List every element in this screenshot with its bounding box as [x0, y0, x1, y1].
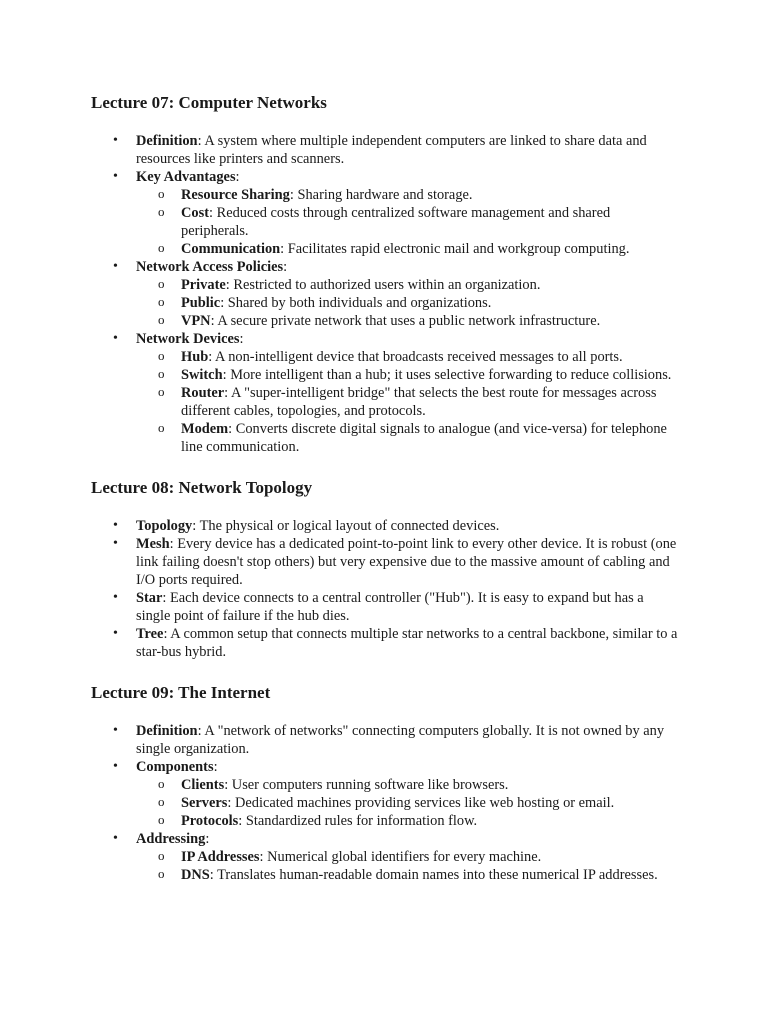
sub-list-item: [136, 186, 681, 204]
separator: :: [205, 831, 210, 847]
separator: :: [213, 759, 218, 775]
description: A system where multiple independent computers are linked to share data and resources like printers and scanners.: [136, 133, 647, 167]
term: Clients: [181, 777, 225, 793]
term: Modem: [181, 421, 229, 437]
sub-list: [136, 848, 681, 884]
separator: :: [224, 777, 232, 793]
description: Numerical global identifiers for every machine.: [267, 849, 542, 865]
term: Mesh: [136, 536, 170, 552]
list-item: [91, 168, 681, 258]
list-item: [91, 132, 681, 168]
term: Addressing: [136, 831, 206, 847]
sub-list: [136, 276, 681, 330]
separator: :: [192, 518, 200, 534]
sub-list-item: [136, 776, 681, 794]
separator: :: [197, 723, 205, 739]
separator: :: [227, 795, 235, 811]
separator: :: [235, 169, 240, 185]
separator: :: [208, 349, 216, 365]
description: Dedicated machines providing services like web hosting or email.: [234, 795, 615, 811]
description: Reduced costs through centralized software management and shared peripherals.: [181, 205, 611, 239]
description: Shared by both individuals and organizations.: [227, 295, 492, 311]
term: Star: [136, 590, 163, 606]
description: A secure private network that uses a public network infrastructure.: [217, 313, 601, 329]
description: Standardized rules for information flow.: [245, 813, 478, 829]
description: Each device connects to a central controller ("Hub"). It is easy to expand but has a single point of failure if the hub dies.: [136, 590, 644, 624]
sub-list: [136, 776, 681, 830]
list-item: [91, 258, 681, 330]
separator: :: [197, 133, 205, 149]
description: A common setup that connects multiple star networks to a central backbone, similar to a star-bus hybrid.: [136, 626, 678, 660]
sub-list-item: [136, 848, 681, 866]
sub-list: [136, 186, 681, 258]
separator: :: [224, 385, 231, 401]
term: Tree: [136, 626, 164, 642]
list-item: [91, 535, 681, 589]
description: The physical or logical layout of connected devices.: [199, 518, 500, 534]
term: Definition: [136, 723, 198, 739]
term: Router: [181, 385, 225, 401]
section-title: Lecture 09: The Internet: [91, 683, 271, 702]
bullet-list: [91, 722, 681, 884]
separator: :: [238, 813, 246, 829]
term: VPN: [181, 313, 211, 329]
description: Every device has a dedicated point-to-point link to every other device. It is robust (one link failing doesn't stop others) but very expensive due to the massive amount of cabling and I/O ports required.: [136, 536, 677, 588]
separator: :: [239, 331, 244, 347]
term: Protocols: [181, 813, 239, 829]
separator: :: [225, 277, 234, 293]
sub-list-item: [136, 420, 681, 456]
term: IP Addresses: [181, 849, 260, 865]
separator: :: [220, 295, 228, 311]
sub-list-item: [136, 366, 681, 384]
description: A "network of networks" connecting computers globally. It is not owned by any single organization.: [136, 723, 665, 757]
separator: :: [210, 313, 218, 329]
description: More intelligent than a hub; it uses selective forwarding to reduce collisions.: [230, 367, 672, 383]
separator: :: [283, 259, 288, 275]
term: Servers: [181, 795, 228, 811]
description: A "super-intelligent bridge" that selects the best route for messages across different cables, topologies, and protocols.: [181, 385, 657, 419]
sub-list-item: [136, 384, 681, 420]
list-item: [91, 758, 681, 830]
separator: :: [289, 187, 298, 203]
separator: :: [280, 241, 288, 257]
separator: :: [163, 626, 171, 642]
separator: :: [222, 367, 231, 383]
bullet-list: [91, 517, 681, 661]
bullet-list: [91, 132, 681, 456]
term: Switch: [181, 367, 223, 383]
sub-list-item: [136, 866, 681, 884]
term: Public: [181, 295, 221, 311]
list-item: [91, 830, 681, 884]
sub-list-item: [136, 294, 681, 312]
term: Key Advantages: [136, 169, 236, 185]
section-title: Lecture 08: Network Topology: [91, 478, 313, 497]
separator: :: [209, 867, 218, 883]
description: Restricted to authorized users within an organization.: [233, 277, 541, 293]
description: Facilitates rapid electronic mail and workgroup computing.: [287, 241, 630, 257]
list-item: [91, 589, 681, 625]
term: Network Access Policies: [136, 259, 284, 275]
sub-list-item: [136, 312, 681, 330]
term: Topology: [136, 518, 193, 534]
term: Hub: [181, 349, 209, 365]
term: Components: [136, 759, 214, 775]
list-item: [91, 517, 681, 535]
term: Private: [181, 277, 226, 293]
list-item: [91, 625, 681, 661]
description: User computers running software like browsers.: [231, 777, 509, 793]
description: Translates human-readable domain names into these numerical IP addresses.: [217, 867, 658, 883]
list-item: [91, 330, 681, 456]
separator: :: [169, 536, 178, 552]
term: DNS: [181, 867, 210, 883]
sub-list-item: [136, 204, 681, 240]
separator: :: [228, 421, 236, 437]
description: Converts discrete digital signals to analogue (and vice-versa) for telephone line communication.: [181, 421, 667, 455]
sub-list: [136, 348, 681, 456]
description: A non-intelligent device that broadcasts received messages to all ports.: [215, 349, 623, 365]
sub-list-item: [136, 348, 681, 366]
term: Resource Sharing: [181, 187, 290, 203]
separator: :: [259, 849, 268, 865]
separator: :: [208, 205, 217, 221]
sub-list-item: [136, 276, 681, 294]
term: Communication: [181, 241, 281, 257]
separator: :: [162, 590, 170, 606]
sub-list-item: [136, 240, 681, 258]
list-item: [91, 722, 681, 758]
sub-list-item: [136, 812, 681, 830]
section-title: Lecture 07: Computer Networks: [91, 93, 327, 112]
term: Definition: [136, 133, 198, 149]
term: Network Devices: [136, 331, 240, 347]
description: Sharing hardware and storage.: [297, 187, 473, 203]
term: Cost: [181, 205, 209, 221]
sub-list-item: [136, 794, 681, 812]
